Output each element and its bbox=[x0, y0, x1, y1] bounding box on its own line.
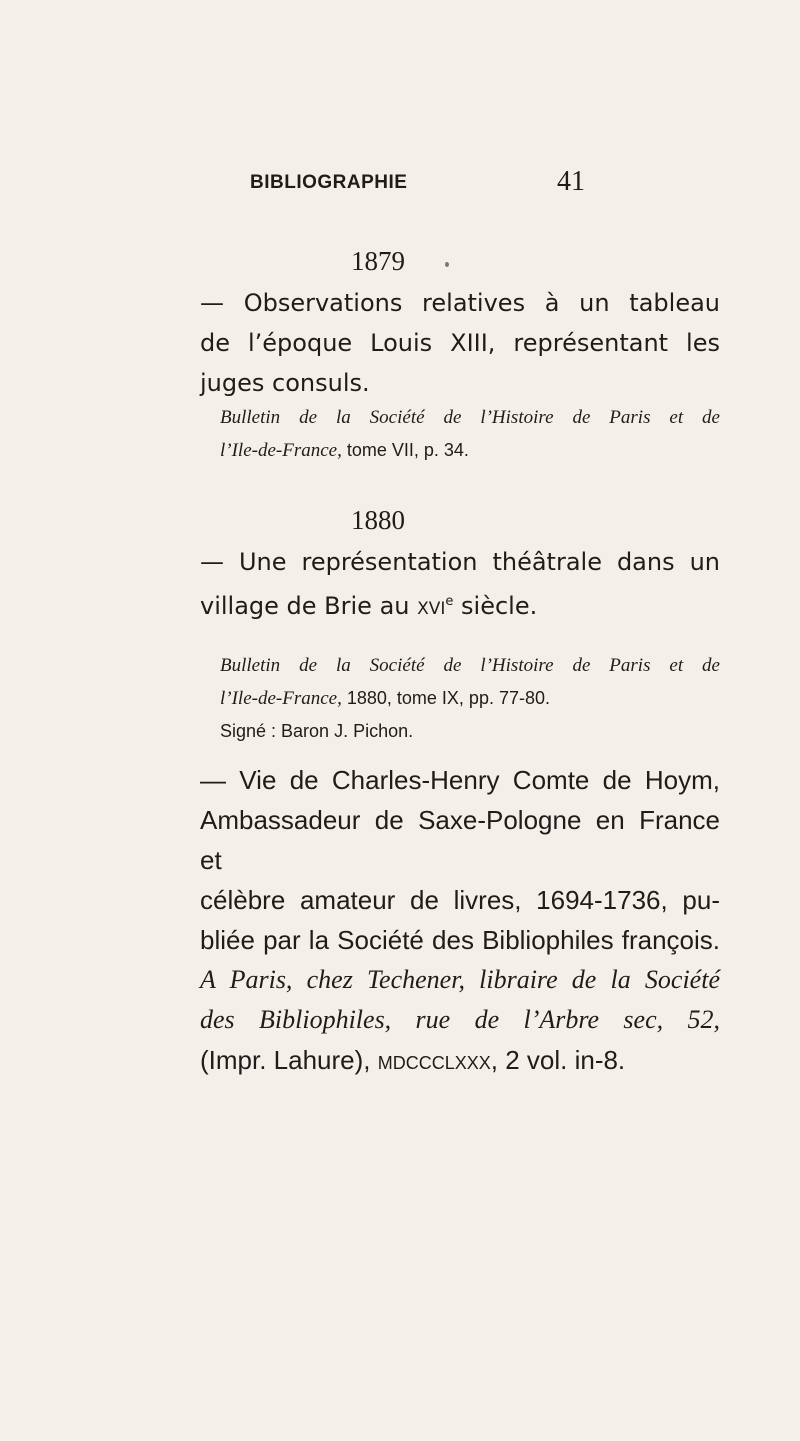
citation-line: Bulletin de la Société de l’Histoire de Paris et de bbox=[220, 407, 720, 428]
year-heading-1880: 1880 bbox=[351, 505, 405, 535]
century-superscript: e bbox=[445, 594, 454, 609]
entry-line bbox=[200, 582, 720, 626]
entry-line: juges consuls. bbox=[200, 369, 370, 397]
entry-line: — Observations relatives à un tableau bbox=[200, 289, 720, 317]
citation-bulletin-1880 bbox=[220, 650, 720, 747]
entry-text: siècle. bbox=[453, 592, 538, 620]
century-numeral: xvi bbox=[417, 592, 446, 620]
entry-line: bliée par la Société des Bibliophiles françois. bbox=[200, 925, 720, 955]
roman-year: mdccclxxx bbox=[377, 1045, 491, 1075]
entry-text: village de Brie au bbox=[200, 592, 418, 620]
entry-line: — Vie de Charles-Henry Comte de Hoym, bbox=[200, 765, 720, 795]
citation-journal: l’Ile-de-France, bbox=[220, 440, 342, 461]
entry-line: — Une représentation théâtrale dans un bbox=[200, 548, 720, 576]
imprint-line: des Bibliophiles, rue de l’Arbre sec, 52, bbox=[200, 1005, 720, 1034]
format: , 2 vol. in-8. bbox=[490, 1045, 626, 1075]
entry-vie-de-hoym bbox=[200, 760, 720, 1080]
entry-line: Ambassadeur de Saxe-Pologne en France et bbox=[200, 805, 720, 875]
citation-volume: 1880, tome IX, pp. 77-80. bbox=[341, 688, 550, 708]
entry-line bbox=[200, 1040, 720, 1080]
entry-line: de l’époque Louis XIII, représentant les bbox=[200, 329, 720, 357]
imprint-line: A Paris, chez Techener, libraire de la Société bbox=[200, 965, 720, 994]
printer: (Impr. Lahure), bbox=[200, 1045, 378, 1075]
entry-representation bbox=[200, 542, 720, 626]
citation-journal: l’Ile-de-France, bbox=[220, 688, 342, 709]
citation-signature: Signé : Baron J. Pichon. bbox=[220, 721, 414, 741]
page-number: 41 bbox=[557, 166, 585, 197]
citation-bulletin-1879 bbox=[220, 402, 720, 467]
entry-observations bbox=[200, 283, 720, 403]
citation-volume: tome VII, p. 34. bbox=[341, 440, 469, 460]
running-head: BIBLIOGRAPHIE bbox=[250, 172, 408, 193]
entry-line: célèbre amateur de livres, 1694-1736, pu- bbox=[200, 885, 720, 915]
citation-line: Bulletin de la Société de l’Histoire de Paris et de bbox=[220, 655, 720, 676]
year-heading-1879: 1879 bbox=[351, 246, 405, 276]
